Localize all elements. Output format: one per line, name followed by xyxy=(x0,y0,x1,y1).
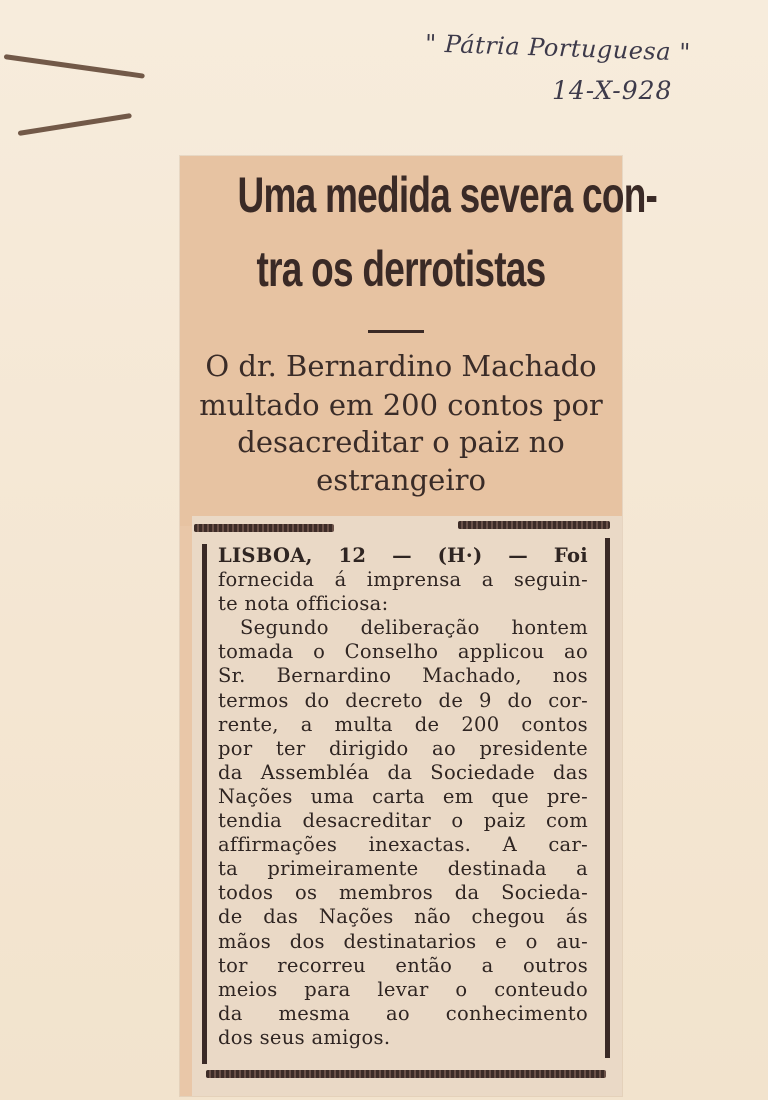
headline-line-1: Uma medida severa con- xyxy=(237,167,658,223)
newspaper-clipping xyxy=(180,156,658,1096)
column-border-right xyxy=(605,538,610,1058)
article-line: da Assembléa da Sociedade das xyxy=(218,760,588,784)
article-line: Nações uma carta em que pre- xyxy=(218,784,588,808)
headline-line-2: tra os derrotistas xyxy=(256,241,546,297)
headline-divider xyxy=(368,330,424,333)
article-line: tendia desacreditar o paiz com xyxy=(218,809,588,833)
article-body xyxy=(218,544,588,1050)
article-line: ta primeiramente destinada a xyxy=(218,857,588,881)
article-line: mãos dos destinatarios e o au- xyxy=(218,929,588,953)
article-line: dos seus amigos. xyxy=(218,1025,391,1049)
article-line: Segundo deliberação hontem xyxy=(240,616,588,640)
subheadline-line: estrangeiro xyxy=(316,463,486,497)
article-line: da mesma ao conhecimento xyxy=(218,1001,588,1025)
ornamental-rule xyxy=(206,1070,606,1078)
article-line: meios para levar o conteudo xyxy=(218,977,588,1001)
article-line: LISBOA, 12 — (H·) — Foi xyxy=(218,544,588,567)
handwritten-date-note: 14-X-928 xyxy=(552,76,673,105)
article-line: te nota officiosa: xyxy=(218,592,389,616)
article-line: termos do decreto de 9 do cor- xyxy=(218,688,588,712)
handwritten-source-note: " Pátria Portuguesa " xyxy=(424,29,692,67)
article-line: de das Nações não chegou ás xyxy=(218,905,588,929)
subheadline-line: O dr. Bernardino Machado xyxy=(205,349,597,383)
article-line: Sr. Bernardino Machado, nos xyxy=(218,664,588,688)
article-line: todos os membros da Socieda- xyxy=(218,881,588,905)
column-border-left xyxy=(202,544,207,1064)
subheadline-line: multado em 200 contos por xyxy=(199,388,603,422)
ornamental-rule xyxy=(458,521,610,529)
article-line: affirmações inexactas. A car- xyxy=(218,833,588,857)
article-line: por ter dirigido ao presidente xyxy=(218,736,588,760)
subheadline-line: desacreditar o paiz no xyxy=(237,425,565,459)
pencil-mark xyxy=(18,113,132,136)
article-line: fornecida á imprensa a seguin- xyxy=(218,568,588,592)
pencil-mark xyxy=(4,54,145,79)
article-line: tomada o Conselho applicou ao xyxy=(218,640,588,664)
article-line: tor recorreu então a outros xyxy=(218,953,588,977)
ornamental-rule xyxy=(194,524,334,532)
article-line: rente, a multa de 200 contos xyxy=(218,712,588,736)
